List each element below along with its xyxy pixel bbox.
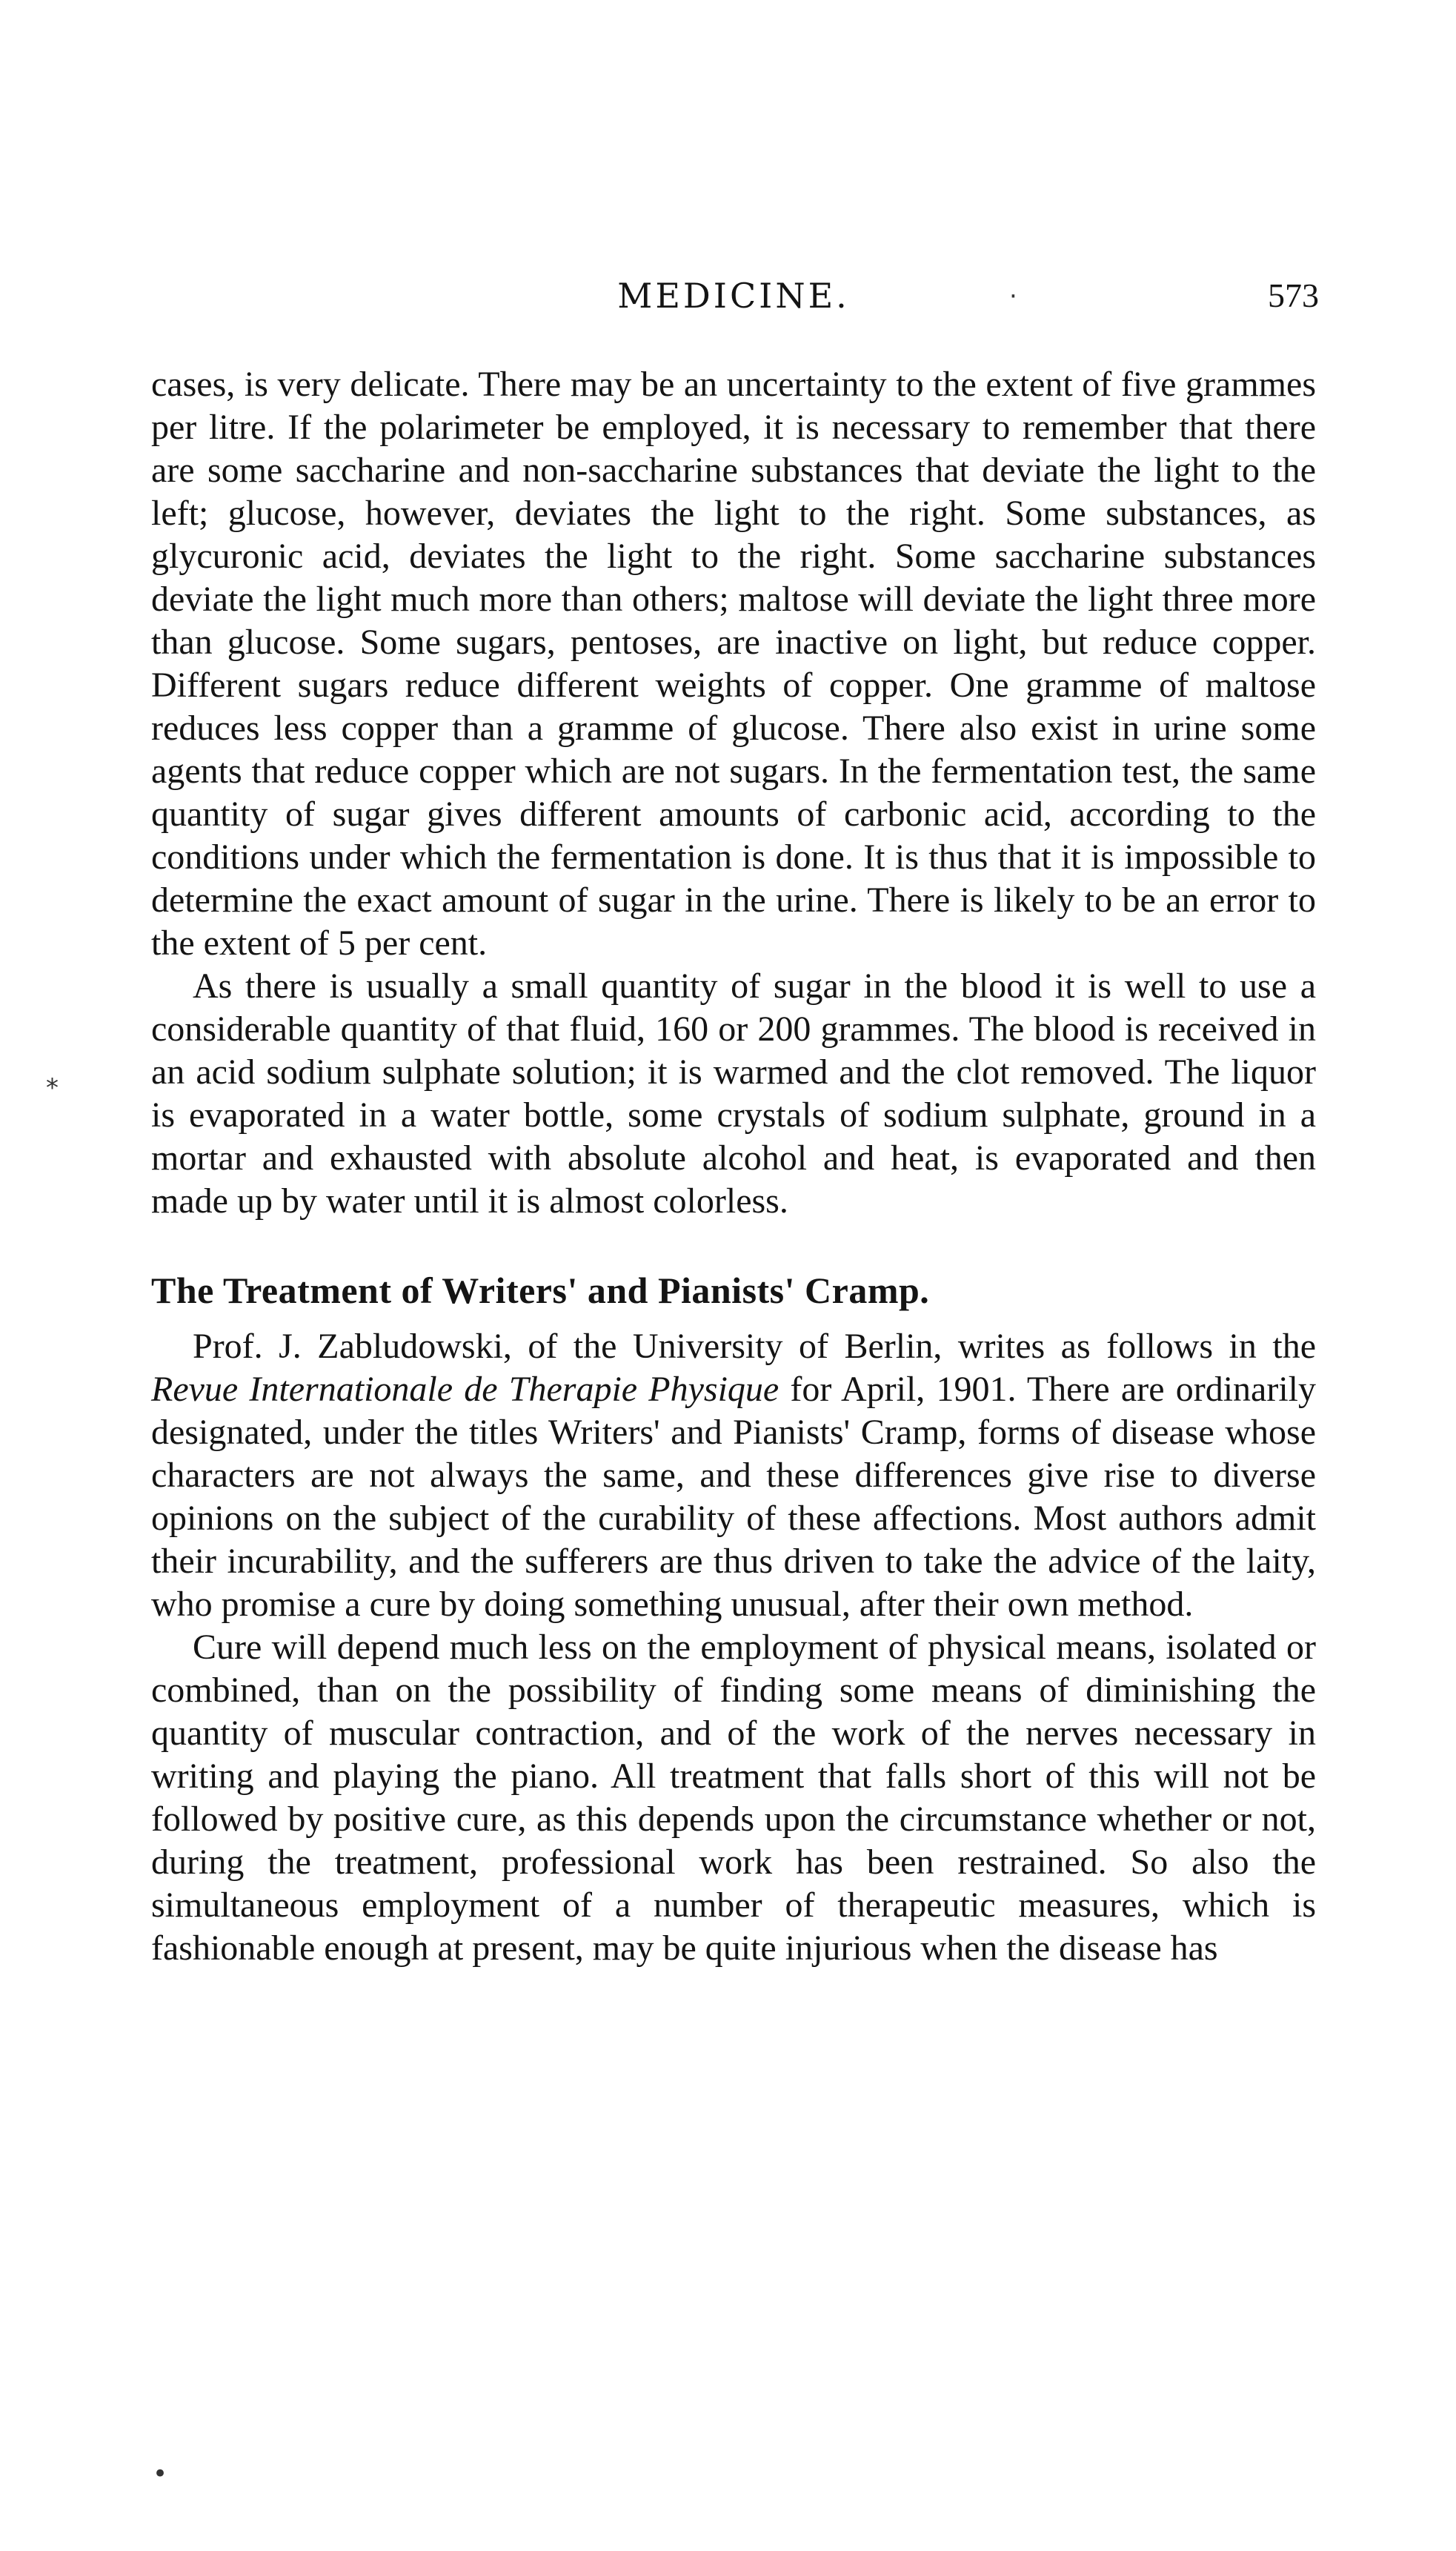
- paragraph-zabludowski-intro: Prof. J. Zabludowski, of the University of Berlin, writes as follows in the: [193, 1327, 1316, 1366]
- paragraph-zabludowski-rest: for April, 1901. There are ordinarily designated, under the titles Writers' and Pianists' Cramp, forms of disease whose characters are not always the same, and these differences give rise to diverse opinions on the subject of the curability of these affections. Most authors admit their incurability, and the sufferers are thus driven to take the advice of the laity, who promise a cure by doing something unusual, after their own method.: [151, 1370, 1317, 1624]
- margin-dot-mark: •: [153, 2459, 168, 2489]
- paragraph-continued: cases, is very delicate. There may be an uncertainty to the extent of five grammes per litre. If the polarimeter be employed, it is necessary to remember that there are some saccharine and non-saccharine substances that deviate the light to the left; glucose, however, deviates the light to the right. Some substances, as glycuronic acid, deviates the light to the right. Some saccharine substances deviate the light much more than others; maltose will deviate the light three more than glucose. Some sugars, pentoses, are inactive on light, but reduce copper. Different sugars reduce different weights of copper. One gramme of maltose reduces less copper than a gramme of glucose. There also exist in urine some agents that reduce copper which are not sugars. In the fermentation test, the same quantity of sugar gives different amounts of carbonic acid, according to the conditions under which the fermentation is done. It is thus that it is impossible to determine the exact amount of sugar in the urine. There is likely to be an error to the extent of 5 per cent.: [151, 365, 1316, 963]
- paragraph-blood-sugar: As there is usually a small quantity of sugar in the blood it is well to use a considerable quantity of that fluid, 160 or 200 grammes. The blood is received in an acid sodium sulphate solution; it is warmed and the clot removed. The liquor is evaporated in a water bottle, some crystals of sodium sulphate, ground in a mortar and exhausted with absolute alcohol and heat, is evaporated and then made up by water until it is almost colorless.: [151, 966, 1316, 1221]
- paragraph-cure: Cure will depend much less on the employment of physical means, isolated or combined, than on the possibility of finding some means of diminishing the quantity of muscular contraction, and of the work of the nerves necessary in writing and playing the piano. All treatment that falls short of this will not be followed by positive cure, as this depends upon the circumstance whether or not, during the treatment, professional work has been restrained. So also the simultaneous employment of a number of therapeutic measures, which is fashionable enough at present, may be quite injurious when the disease has: [151, 1628, 1316, 1968]
- running-head: [148, 276, 1319, 320]
- header-margin-dot: ·: [1009, 282, 1017, 311]
- paragraph-zabludowski: [151, 1325, 1316, 1626]
- section-heading: The Treatment of Writers' and Pianists' Cramp.: [151, 1270, 930, 1311]
- running-title: MEDICINE.: [617, 276, 850, 316]
- page-number: 573: [1268, 276, 1319, 314]
- body-text: [151, 363, 1316, 1970]
- journal-title: Revue Internationale de Therapie Physique: [151, 1370, 779, 1409]
- margin-star-mark: *: [46, 1073, 59, 1103]
